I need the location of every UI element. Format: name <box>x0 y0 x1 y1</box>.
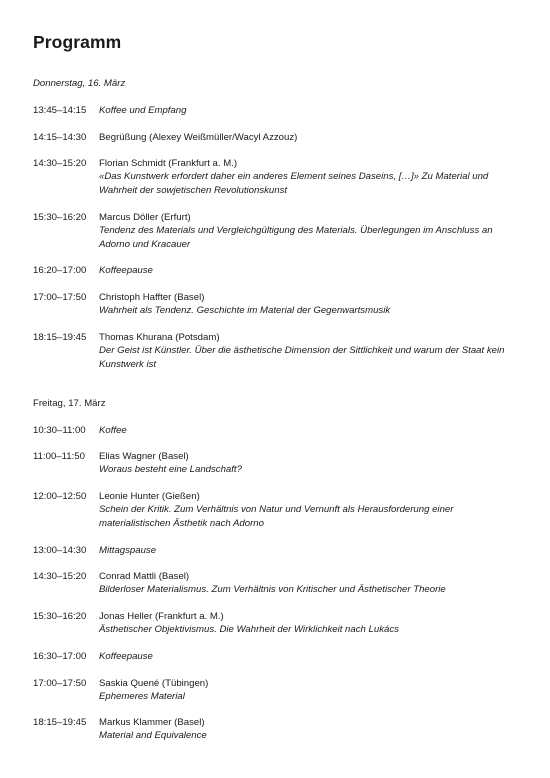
entry-speaker: Conrad Mattli (Basel) <box>99 571 190 582</box>
program-entry <box>33 211 513 251</box>
program-entry <box>33 264 513 277</box>
program-entry <box>33 131 513 144</box>
program-entry <box>33 610 513 637</box>
entry-title: Mittagspause <box>99 545 157 556</box>
day-header-thursday: Donnerstag, 16. März <box>33 78 126 89</box>
program-entry <box>33 104 513 117</box>
program-entry <box>33 424 513 437</box>
entry-time: 10:30–11:00 <box>33 425 86 436</box>
entry-title: Schein der Kritik. Zum Verhältnis von Natur und Vernunft als Herausforderung einer materialistischen Ästhetik nach Adorno <box>99 504 454 529</box>
entry-time: 16:30–17:00 <box>33 651 87 662</box>
entry-title: Woraus besteht eine Landschaft? <box>99 464 242 476</box>
entry-time: 17:00–17:50 <box>33 292 87 303</box>
entry-title: Material and Equivalence <box>99 730 207 742</box>
entry-time: 16:20–17:00 <box>33 265 87 276</box>
entry-title: Wahrheit als Tendenz. Geschichte im Material der Gegenwartsmusik <box>99 305 391 317</box>
entry-time: 14:15–14:30 <box>33 132 87 143</box>
entry-title: Tendenz des Materials und Vergleichgültigung des Materials. Überlegungen im Anschluss an Adorno und Kracauer <box>99 225 493 250</box>
entry-speaker: Marcus Döller (Erfurt) <box>99 212 191 223</box>
entry-speaker: Elias Wagner (Basel) <box>99 451 189 462</box>
program-entry <box>33 650 513 663</box>
program-entry <box>33 677 513 704</box>
entry-speaker: Thomas Khurana (Potsdam) <box>99 332 220 343</box>
entry-time: 17:00–17:50 <box>33 678 87 689</box>
entry-speaker: Florian Schmidt (Frankfurt a. M.) <box>99 158 238 169</box>
entry-title: Bilderloser Materialismus. Zum Verhältnis von Kritischer und Ästhetischer Theorie <box>99 584 446 596</box>
program-entry <box>33 490 513 530</box>
program-entry <box>33 570 513 597</box>
entry-speaker: Christoph Haffter (Basel) <box>99 292 205 303</box>
program-entry <box>33 331 513 371</box>
entry-time: 18:15–19:45 <box>33 717 87 728</box>
program-entry <box>33 544 513 557</box>
entry-time: 18:15–19:45 <box>33 332 87 343</box>
entry-time: 12:00–12:50 <box>33 491 87 502</box>
program-entry <box>33 157 513 197</box>
entry-time: 11:00–11:50 <box>33 451 85 462</box>
entry-speaker: Begrüßung (Alexey Weißmüller/Wacyl Azzouz) <box>99 132 298 143</box>
program-entry <box>33 716 513 743</box>
entry-title: Koffee und Empfang <box>99 105 187 116</box>
page-title: Programm <box>33 32 122 52</box>
program-entry <box>33 291 513 318</box>
entry-title: Koffeepause <box>99 265 153 276</box>
entry-speaker: Saskia Quené (Tübingen) <box>99 678 209 689</box>
entry-speaker: Jonas Heller (Frankfurt a. M.) <box>99 611 224 622</box>
entry-speaker: Markus Klammer (Basel) <box>99 717 205 728</box>
day-header-friday: Freitag, 17. März <box>33 398 106 409</box>
entry-time: 15:30–16:20 <box>33 611 87 622</box>
entry-title: Ephemeres Material <box>99 691 185 703</box>
entry-time: 14:30–15:20 <box>33 571 87 582</box>
entry-time: 14:30–15:20 <box>33 158 87 169</box>
entry-speaker: Leonie Hunter (Gießen) <box>99 491 200 502</box>
entry-title: Ästhetischer Objektivismus. Die Wahrheit der Wirklichkeit nach Lukács <box>99 624 399 636</box>
entry-title: Koffeepause <box>99 651 153 662</box>
entry-title: Koffee <box>99 425 127 436</box>
entry-time: 13:45–14:15 <box>33 105 87 116</box>
program-entry <box>33 450 513 477</box>
entry-time: 13:00–14:30 <box>33 545 87 556</box>
entry-title: «Das Kunstwerk erfordert daher ein anderes Element seines Daseins, […]» Zu Material und Wahrheit der sowjetischen Revolutionskunst <box>99 171 489 196</box>
entry-time: 15:30–16:20 <box>33 212 87 223</box>
entry-title: Der Geist ist Künstler. Über die ästhetische Dimension der Sittlichkeit und warum der Staat kein Kunstwerk ist <box>99 345 505 370</box>
